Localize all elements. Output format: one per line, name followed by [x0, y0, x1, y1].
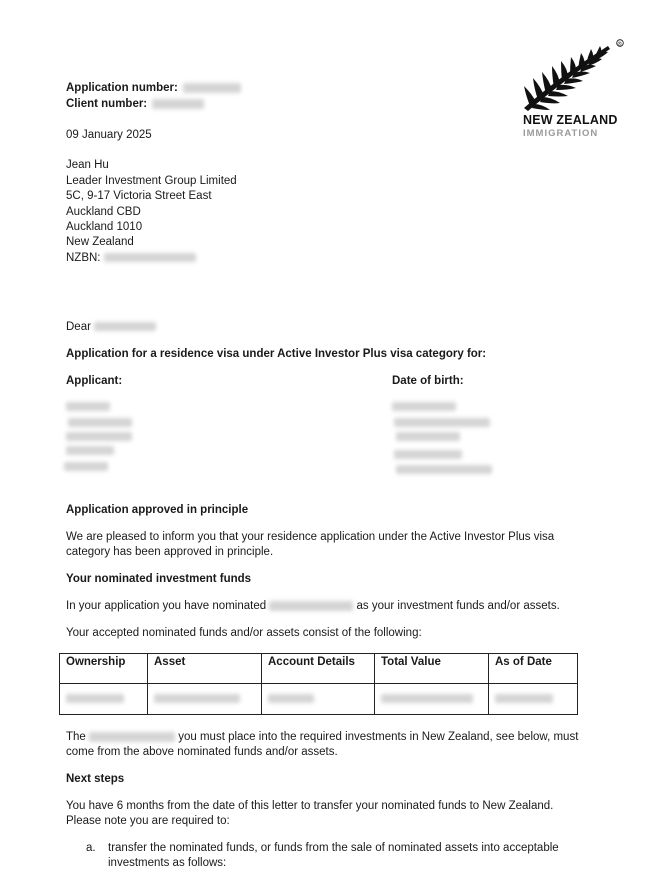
address-city: Auckland 1010 — [66, 221, 143, 233]
nominated-funds-row — [66, 600, 560, 612]
funds-consist-text: Your accepted nominated funds and/or assets consist of the following: — [66, 627, 422, 639]
transfer-prefix: The — [66, 731, 86, 743]
dob-header: Date of birth: — [392, 375, 464, 387]
column-header-account-details: Account Details — [262, 654, 375, 684]
redacted-ownership-cell — [60, 684, 148, 715]
list-item-a-line2: investments as follows: — [108, 857, 227, 869]
next-steps-line1: You have 6 months from the date of this letter to transfer your nominated funds to New Zealand. — [66, 800, 554, 812]
applicant-header: Applicant: — [66, 375, 123, 387]
client-number-label: Client number: — [66, 98, 148, 110]
nominated-funds-table — [59, 653, 578, 715]
column-header-as-of-date: As of Date — [489, 654, 578, 684]
application-number-label: Application number: — [66, 82, 178, 94]
address-country: New Zealand — [66, 236, 134, 248]
redacted-client-number — [152, 99, 204, 109]
redacted-nzbn — [104, 253, 196, 262]
nzbn-label: NZBN: — [66, 252, 101, 264]
list-item-a-line1: transfer the nominated funds, or funds from the sale of nominated assets into acceptable — [108, 842, 559, 854]
approval-text-line2: category has been approved in principle. — [66, 546, 274, 558]
nzbn-row — [66, 252, 196, 264]
redacted-date-cell — [489, 684, 578, 715]
logo-text-new-zealand: NEW ZEALAND — [523, 113, 618, 127]
address-suburb: Auckland CBD — [66, 206, 141, 218]
salutation-row — [66, 321, 156, 333]
address-company: Leader Investment Group Limited — [66, 175, 237, 187]
table-header-row — [60, 654, 578, 684]
registered-mark: ® — [617, 41, 622, 48]
approval-text-line1: We are pleased to inform you that your residence application under the Active Investor Plus visa — [66, 531, 555, 543]
redacted-total-value-cell — [375, 684, 489, 715]
funds-heading: Your nominated investment funds — [66, 573, 252, 585]
letter-date: 09 January 2025 — [66, 129, 152, 141]
redacted-nominated-amount — [269, 601, 353, 611]
column-header-ownership: Ownership — [60, 654, 148, 684]
nominated-funds-suffix: as your investment funds and/or assets. — [356, 600, 560, 612]
transfer-text-line1 — [66, 731, 578, 743]
column-header-asset: Asset — [148, 654, 262, 684]
redacted-asset-cell — [148, 684, 262, 715]
client-number-row — [66, 98, 204, 110]
subject-line: Application for a residence visa under Active Investor Plus visa category for: — [66, 348, 487, 360]
list-item-marker-a: a. — [86, 842, 96, 854]
transfer-line1-suffix: you must place into the required investments in New Zealand, see below, must — [178, 731, 579, 743]
column-header-total-value: Total Value — [375, 654, 489, 684]
application-number-row — [66, 82, 241, 94]
nominated-funds-prefix: In your application you have nominated — [66, 600, 267, 612]
salutation: Dear — [66, 321, 91, 333]
address-name: Jean Hu — [66, 159, 109, 171]
redacted-transfer-amount — [89, 732, 175, 742]
redacted-application-number — [183, 83, 241, 93]
next-steps-heading: Next steps — [66, 773, 125, 785]
transfer-text-line2: come from the above nominated funds and/or assets. — [66, 746, 338, 758]
next-steps-line2: Please note you are required to: — [66, 815, 230, 827]
approval-heading: Application approved in principle — [66, 504, 249, 516]
redacted-recipient — [94, 322, 156, 331]
address-street: 5C, 9-17 Victoria Street East — [66, 190, 212, 202]
table-row — [60, 684, 578, 715]
logo-text-immigration: IMMIGRATION — [523, 128, 599, 139]
redacted-account-cell — [262, 684, 375, 715]
